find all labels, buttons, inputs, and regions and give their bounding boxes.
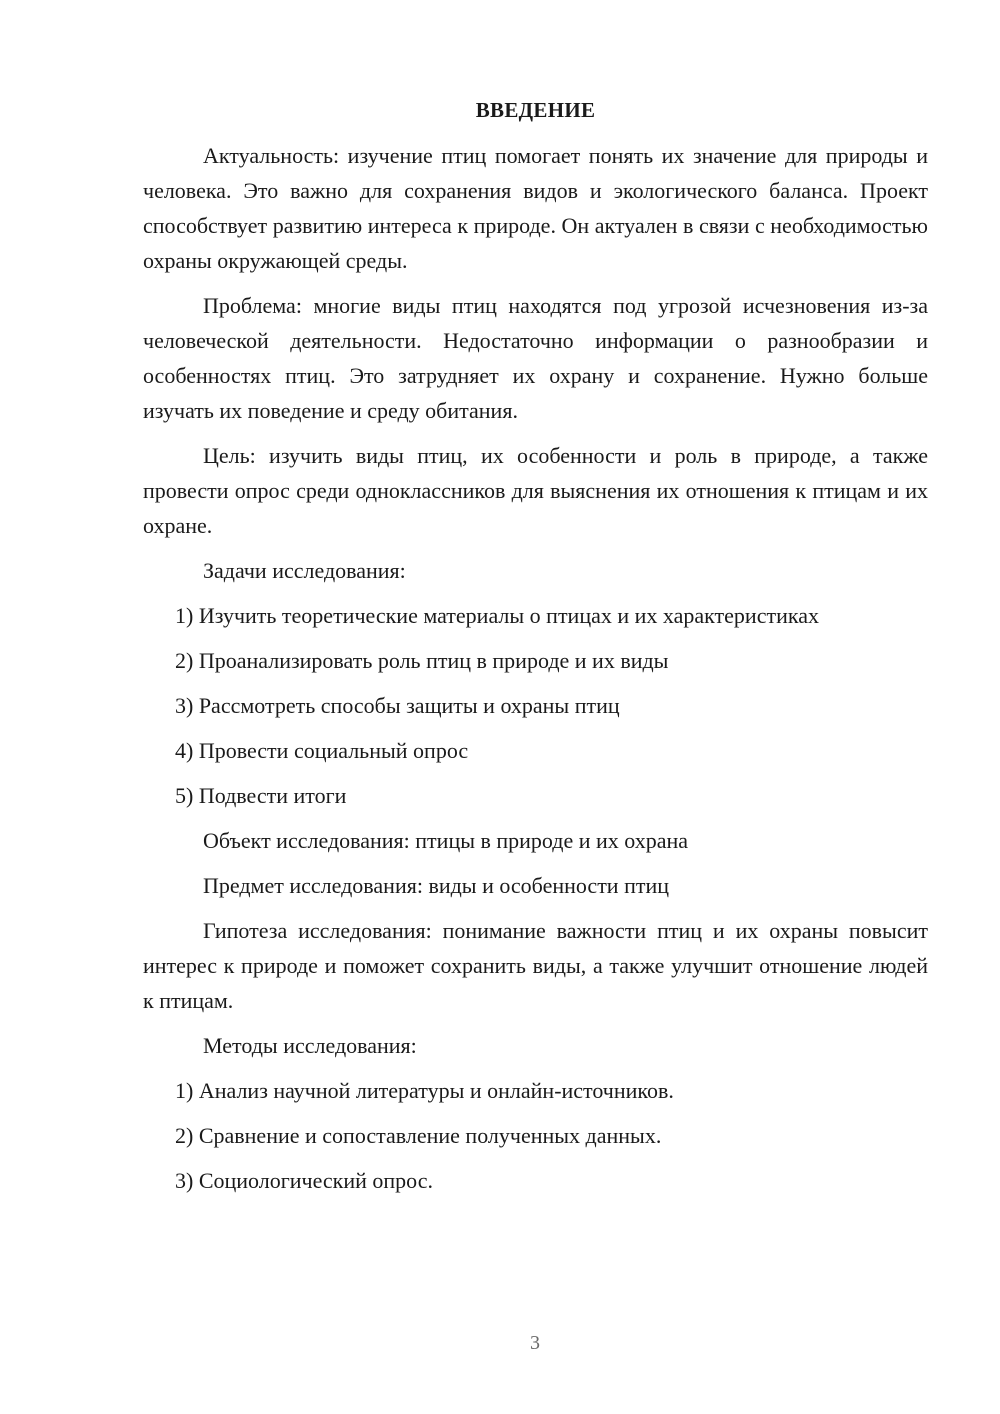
relevance-paragraph: Актуальность: изучение птиц помогает понять их значение для природы и человека. Это важно для сохранения видов и экологического баланса. Проект способствует развитию интереса к природе. Он актуален в связи с необходимостью охраны окружающей среды. — [143, 143, 928, 273]
page-number: 3 — [530, 1332, 540, 1354]
hypothesis-paragraph: Гипотеза исследования: понимание важности птиц и их охраны повысит интерес к природе и поможет сохранить виды, а также улучшит отношение людей к птицам. — [143, 918, 928, 1013]
list-item: 2) Проанализировать роль птиц в природе и их виды — [175, 648, 669, 673]
tasks-heading: Задачи исследования: — [203, 558, 406, 583]
section-title: ВВЕДЕНИЕ — [475, 98, 596, 122]
list-item: 4) Провести социальный опрос — [175, 738, 469, 763]
list-item: 2) Сравнение и сопоставление полученных данных. — [175, 1123, 662, 1148]
subject-line: Предмет исследования: виды и особенности птиц — [203, 873, 670, 898]
list-item: 1) Анализ научной литературы и онлайн-источников. — [175, 1078, 674, 1103]
object-line: Объект исследования: птицы в природе и их охрана — [203, 828, 689, 853]
methods-list — [143, 1073, 928, 1198]
problem-paragraph: Проблема: многие виды птиц находятся под угрозой исчезновения из-за человеческой деятельности. Недостаточно информации о разнообразии и особенностях птиц. Это затрудняет их охрану и сохранение. Нужно больше изучать их поведение и среду обитания. — [143, 293, 928, 423]
goal-paragraph: Цель: изучить виды птиц, их особенности и роль в природе, а также провести опрос среди одноклассников для выяснения их отношения к птицам и их охране. — [143, 443, 928, 538]
list-item: 1) Изучить теоретические материалы о птицах и их характеристиках — [175, 603, 819, 628]
list-item: 5) Подвести итоги — [175, 783, 347, 808]
tasks-list — [143, 598, 928, 813]
document-page — [143, 96, 928, 1208]
list-item: 3) Рассмотреть способы защиты и охраны птиц — [175, 693, 620, 718]
methods-heading: Методы исследования: — [203, 1033, 417, 1058]
list-item: 3) Социологический опрос. — [175, 1168, 433, 1193]
